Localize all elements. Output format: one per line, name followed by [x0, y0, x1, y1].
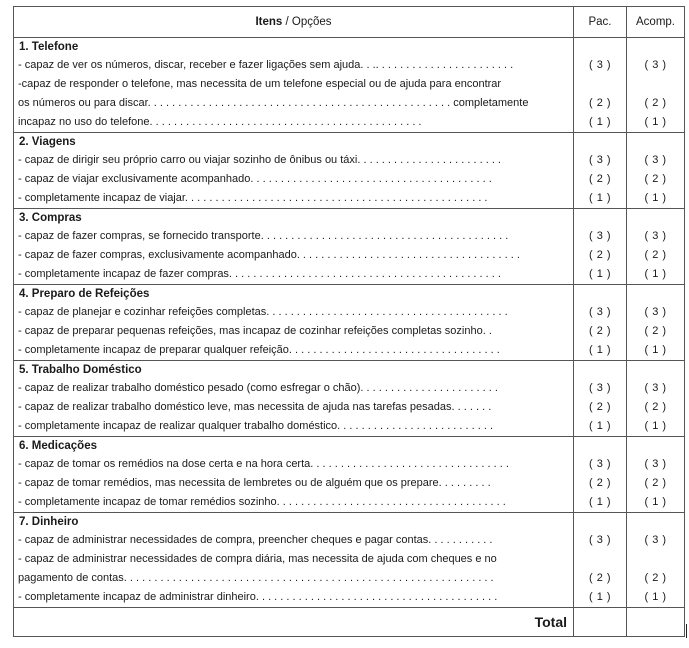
pac-score-option[interactable]: ( 2 ) — [588, 477, 612, 489]
section-title: 2. Viagens — [19, 136, 76, 148]
acomp-score-option[interactable]: ( 3 ) — [644, 382, 667, 394]
section-acomp-cell — [627, 38, 685, 133]
acomp-score-option[interactable]: ( 2 ) — [644, 477, 667, 489]
pac-score-option[interactable]: ( 3 ) — [588, 59, 612, 71]
header-itens-label: Itens — [255, 16, 283, 28]
option-text: - completamente incapaz de fazer compras. . . . . . . . . . . . . . . . . . . . . . . . . . . . . . . . . . . . . . . . . . . . . — [18, 268, 501, 280]
section-acomp-cell — [627, 513, 685, 608]
total-label: Total — [14, 608, 574, 637]
pac-score-option[interactable]: ( 3 ) — [588, 534, 612, 546]
acomp-score-option[interactable]: ( 2 ) — [644, 97, 667, 109]
section-title: 4. Preparo de Refeições — [19, 288, 150, 300]
acomp-score-option[interactable]: ( 2 ) — [644, 249, 667, 261]
pac-score-option[interactable]: ( 1 ) — [588, 116, 612, 128]
section-row — [14, 209, 685, 285]
section-pac-cell — [574, 285, 627, 361]
pac-score-option[interactable]: ( 1 ) — [588, 268, 612, 280]
option-text: - completamente incapaz de viajar. . . . . . . . . . . . . . . . . . . . . . . . . . . . . . . . . . . . . . . . . . . . . . . . . . — [18, 192, 488, 204]
section-acomp-cell — [627, 133, 685, 209]
section-pac-cell — [574, 38, 627, 133]
acomp-score-option[interactable]: ( 1 ) — [644, 496, 667, 508]
total-pac-cell[interactable] — [574, 608, 627, 637]
acomp-score-option[interactable]: ( 2 ) — [644, 401, 667, 413]
option-text: - capaz de planejar e cozinhar refeições completas. . . . . . . . . . . . . . . . . . . . . . . . . . . . . . . . . . . . . . . . — [18, 306, 508, 318]
section-pac-cell — [574, 437, 627, 513]
acomp-score-option[interactable]: ( 1 ) — [644, 116, 667, 128]
option-text: - capaz de ver os números, discar, receber e fazer ligações sem ajuda. . .. . . . . . . . . . . . . . . . . . . . . . . — [18, 59, 514, 71]
option-text: - completamente incapaz de tomar remédios sozinho. . . . . . . . . . . . . . . . . . . . . . . . . . . . . . . . . . . . . . — [18, 496, 506, 508]
acomp-score-option[interactable]: ( 3 ) — [644, 458, 667, 470]
option-text: - capaz de tomar remédios, mas necessita de lembretes ou de alguém que os prepare. . . . . . . . . — [18, 477, 491, 489]
acomp-score-option[interactable]: ( 1 ) — [644, 268, 667, 280]
text-cursor — [686, 624, 687, 638]
header-opcoes-label: / Opções — [285, 16, 332, 28]
section-title: 1. Telefone — [19, 41, 79, 53]
section-items-cell — [14, 209, 574, 285]
header-pac: Pac. — [574, 7, 627, 38]
acomp-score-option[interactable]: ( 3 ) — [644, 306, 667, 318]
option-text: - completamente incapaz de realizar qualquer trabalho doméstico. . . . . . . . . . . . . . . . . . . . . . . . . . — [18, 420, 494, 432]
section-row — [14, 38, 685, 133]
pac-score-option[interactable]: ( 3 ) — [588, 306, 612, 318]
pac-score-option[interactable]: ( 1 ) — [588, 344, 612, 356]
section-pac-cell — [574, 513, 627, 608]
total-row — [14, 608, 685, 637]
section-acomp-cell — [627, 285, 685, 361]
option-text: - capaz de fazer compras, exclusivamente acompanhado. . . . . . . . . . . . . . . . . . . . . . . . . . . . . . . . . . . . . — [18, 249, 520, 261]
option-text: - capaz de realizar trabalho doméstico leve, mas necessita de ajuda nas tarefas pesadas. . . . . . . — [18, 401, 492, 413]
section-pac-cell — [574, 361, 627, 437]
section-row — [14, 285, 685, 361]
section-row — [14, 361, 685, 437]
section-pac-cell — [574, 209, 627, 285]
pac-score-option[interactable]: ( 3 ) — [588, 458, 612, 470]
header-items — [14, 7, 574, 38]
option-text: - capaz de administrar necessidades de compra, preencher cheques e pagar contas. . . . . . . . . . . — [18, 534, 493, 546]
header-acomp: Acomp. — [627, 7, 685, 38]
header-row — [14, 7, 685, 38]
option-text: - completamente incapaz de administrar dinheiro. . . . . . . . . . . . . . . . . . . . . . . . . . . . . . . . . . . . . . . . — [18, 591, 498, 603]
section-title: 3. Compras — [19, 212, 82, 224]
section-acomp-cell — [627, 361, 685, 437]
acomp-score-option[interactable]: ( 1 ) — [644, 420, 667, 432]
section-items-cell — [14, 513, 574, 608]
iadl-scale-table — [13, 6, 685, 637]
option-text: - capaz de viajar exclusivamente acompanhado. . . . . . . . . . . . . . . . . . . . . . . . . . . . . . . . . . . . . . . . — [18, 173, 492, 185]
pac-score-option[interactable]: ( 2 ) — [588, 173, 612, 185]
acomp-score-option[interactable]: ( 3 ) — [644, 154, 667, 166]
pac-score-option[interactable]: ( 3 ) — [588, 230, 612, 242]
pac-score-option[interactable]: ( 1 ) — [588, 591, 612, 603]
option-text: os números ou para discar. . . . . . . . . . . . . . . . . . . . . . . . . . . . . . . . . . . . . . . . . . . . . . . . . . completamente — [18, 97, 529, 109]
total-acomp-cell[interactable] — [627, 608, 685, 637]
option-text: - capaz de administrar necessidades de compra diária, mas necessita de ajuda com cheques e no — [18, 553, 497, 565]
acomp-score-option[interactable]: ( 2 ) — [644, 325, 667, 337]
acomp-score-option[interactable]: ( 1 ) — [644, 344, 667, 356]
section-acomp-cell — [627, 209, 685, 285]
section-title: 5. Trabalho Doméstico — [19, 364, 142, 376]
pac-score-option[interactable]: ( 1 ) — [588, 496, 612, 508]
acomp-score-option[interactable]: ( 2 ) — [644, 572, 667, 584]
option-text: - capaz de realizar trabalho doméstico pesado (como esfregar o chão). . . . . . . . . . . . . . . . . . . . . . . — [18, 382, 498, 394]
option-text: - capaz de dirigir seu próprio carro ou viajar sozinho de ônibus ou táxi. . . . . . . . . . . . . . . . . . . . . . . . — [18, 154, 501, 166]
option-text: - capaz de fazer compras, se fornecido transporte. . . . . . . . . . . . . . . . . . . . . . . . . . . . . . . . . . . . . . . . . — [18, 230, 509, 242]
section-items-cell — [14, 285, 574, 361]
option-text: - capaz de preparar pequenas refeições, mas incapaz de cozinhar refeições completas sozinho. . — [18, 325, 492, 337]
acomp-score-option[interactable]: ( 3 ) — [644, 59, 667, 71]
section-items-cell — [14, 361, 574, 437]
pac-score-option[interactable]: ( 1 ) — [588, 192, 612, 204]
section-pac-cell — [574, 133, 627, 209]
option-text: -capaz de responder o telefone, mas necessita de um telefone especial ou de ajuda para encontrar — [18, 78, 502, 90]
option-text: - completamente incapaz de preparar qualquer refeição. . . . . . . . . . . . . . . . . . . . . . . . . . . . . . . . . . . — [18, 344, 500, 356]
section-items-cell — [14, 437, 574, 513]
section-row — [14, 133, 685, 209]
section-items-cell — [14, 38, 574, 133]
section-acomp-cell — [627, 437, 685, 513]
pac-score-option[interactable]: ( 2 ) — [588, 572, 612, 584]
acomp-score-option[interactable]: ( 2 ) — [644, 173, 667, 185]
section-row — [14, 513, 685, 608]
pac-score-option[interactable]: ( 2 ) — [588, 325, 612, 337]
section-title: 6. Medicações — [19, 440, 97, 452]
option-text: - capaz de tomar os remédios na dose certa e na hora certa. . . . . . . . . . . . . . . . . . . . . . . . . . . . . . . . . — [18, 458, 509, 470]
acomp-score-option[interactable]: ( 3 ) — [644, 534, 667, 546]
section-title: 7. Dinheiro — [19, 516, 79, 528]
option-text: incapaz no uso do telefone. . . . . . . . . . . . . . . . . . . . . . . . . . . . . . . . . . . . . . . . . . . . . — [18, 116, 422, 128]
acomp-score-option[interactable]: ( 1 ) — [644, 192, 667, 204]
section-items-cell — [14, 133, 574, 209]
pac-score-option[interactable]: ( 2 ) — [588, 97, 612, 109]
pac-score-option[interactable]: ( 3 ) — [588, 382, 612, 394]
pac-score-option[interactable]: ( 3 ) — [588, 154, 612, 166]
pac-score-option[interactable]: ( 2 ) — [588, 249, 612, 261]
acomp-score-option[interactable]: ( 3 ) — [644, 230, 667, 242]
option-text: pagamento de contas. . . . . . . . . . . . . . . . . . . . . . . . . . . . . . . . . . . . . . . . . . . . . . . . . . . . . . . . . . . . . — [18, 572, 494, 584]
pac-score-option[interactable]: ( 1 ) — [588, 420, 612, 432]
section-row — [14, 437, 685, 513]
pac-score-option[interactable]: ( 2 ) — [588, 401, 612, 413]
acomp-score-option[interactable]: ( 1 ) — [644, 591, 667, 603]
